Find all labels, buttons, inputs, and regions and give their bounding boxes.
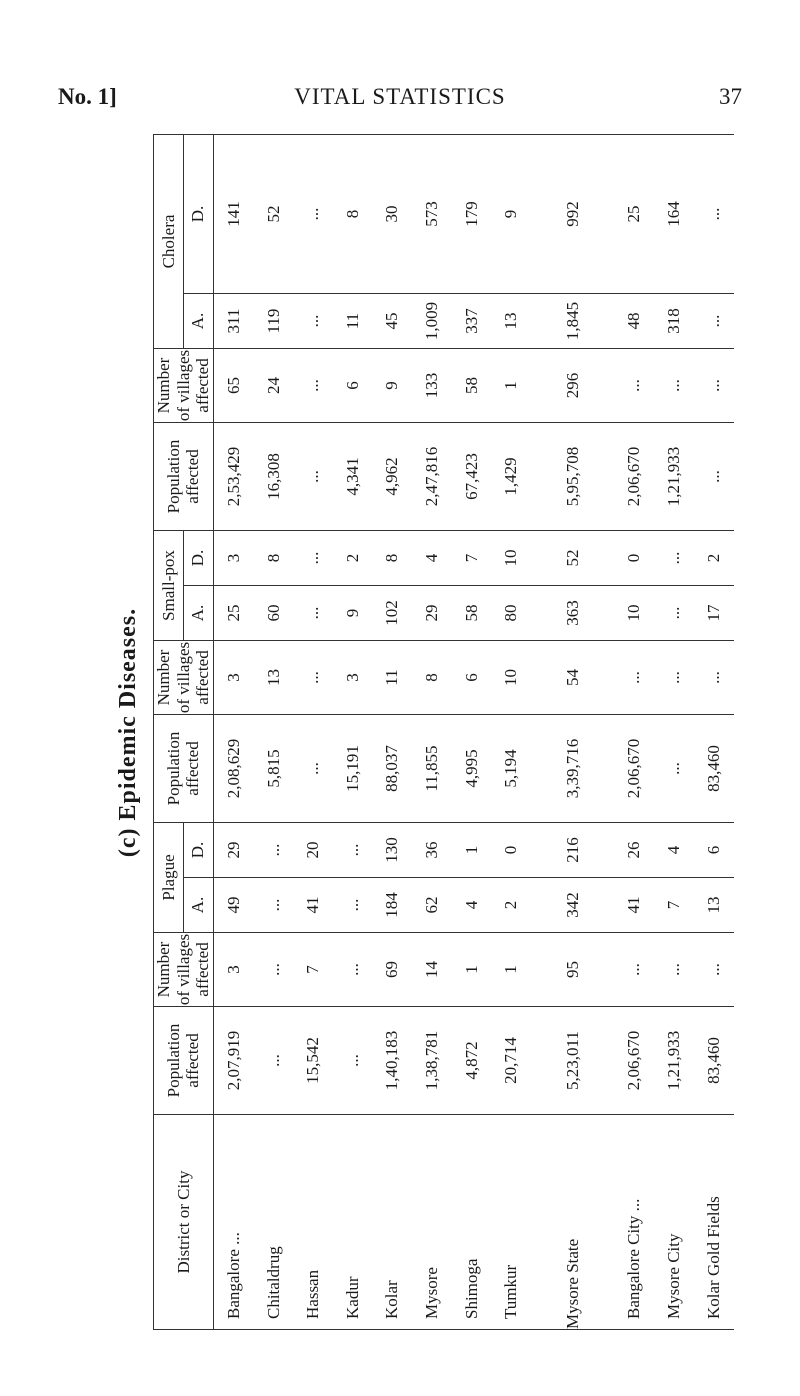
smallpox-population-header: Population affected [154, 715, 214, 823]
plague-population-cell: ... [333, 1007, 373, 1115]
cholera-deaths-cell: 8 [333, 134, 373, 293]
plague-attacks-cell: ... [333, 878, 373, 933]
plague-attacks-cell: 4 [452, 878, 492, 933]
table-row [213, 134, 254, 1329]
plague-villages-cell: 1 [492, 933, 532, 1007]
cholera-attacks-cell: ... [694, 294, 734, 349]
plague-population-cell: ... [254, 1007, 294, 1115]
smallpox-villages-cell: 13 [254, 641, 294, 715]
plague-villages-cell: ... [694, 933, 734, 1007]
smallpox-villages-cell: 6 [452, 641, 492, 715]
table-row [452, 134, 492, 1329]
table-wrapper [153, 135, 723, 1330]
cholera-villages-cell: 24 [254, 349, 294, 423]
plague-attacks-cell: ... [254, 878, 294, 933]
cholera-villages-cell: ... [615, 349, 655, 423]
header-row-groups [154, 134, 184, 1329]
smallpox-attacks-cell: 60 [254, 586, 294, 641]
smallpox-attacks-cell: 9 [333, 586, 373, 641]
cholera-group-header: Cholera [154, 134, 184, 348]
plague-population-cell: 83,460 [694, 1007, 734, 1115]
epidemic-diseases-table [153, 134, 734, 1330]
smallpox-population-cell: 11,855 [412, 715, 452, 823]
plague-villages-cell: ... [615, 933, 655, 1007]
smallpox-attacks-cell: 58 [452, 586, 492, 641]
smallpox-attacks-cell: 102 [373, 586, 413, 641]
cholera-deaths-cell: 52 [254, 134, 294, 293]
smallpox-deaths-cell: 2 [694, 531, 734, 586]
table-row [254, 134, 294, 1329]
plague-deaths-cell: 130 [373, 823, 413, 878]
smallpox-population-cell: 88,037 [373, 715, 413, 823]
table-body [213, 134, 733, 1329]
plague-deaths-cell: 1 [452, 823, 492, 878]
smallpox-deaths-cell: 0 [615, 531, 655, 586]
smallpox-deaths-header: D. [183, 531, 213, 586]
cholera-population-cell: 67,423 [452, 423, 492, 531]
district-name-cell: Chitaldrug [254, 1115, 294, 1330]
cholera-villages-cell: 65 [213, 349, 254, 423]
cholera-attacks-cell: 119 [254, 294, 294, 349]
district-name-cell: Hassan [293, 1115, 333, 1330]
smallpox-villages-cell: ... [293, 641, 333, 715]
plague-villages-cell: 7 [293, 933, 333, 1007]
smallpox-villages-cell: 10 [492, 641, 532, 715]
smallpox-deaths-cell: ... [654, 531, 694, 586]
cholera-population-cell: 1,21,933 [654, 423, 694, 531]
smallpox-villages-cell: 8 [412, 641, 452, 715]
cholera-deaths-cell: 25 [615, 134, 655, 293]
smallpox-group-header: Small-pox [154, 531, 184, 641]
plague-villages-cell: 1 [452, 933, 492, 1007]
city-row [654, 134, 694, 1329]
cholera-attacks-cell: 337 [452, 294, 492, 349]
smallpox-villages-header: Number of villages affected [154, 641, 213, 714]
plague-population-cell: 1,38,781 [412, 1007, 452, 1115]
district-name-cell: Kolar Gold Fields [694, 1115, 734, 1330]
smallpox-villages-cell: ... [654, 641, 694, 715]
cholera-attacks-cell: 311 [213, 294, 254, 349]
cholera-population-cell: 16,308 [254, 423, 294, 531]
district-name-cell: Bangalore ... [213, 1115, 254, 1330]
smallpox-deaths-cell: 7 [452, 531, 492, 586]
plague-deaths-cell: 4 [654, 823, 694, 878]
cholera-villages-cell: ... [694, 349, 734, 423]
plague-villages-header: Number of villages affected [154, 933, 213, 1006]
cholera-attacks-cell: 1,009 [412, 294, 452, 349]
plague-villages-cell: 3 [213, 933, 254, 1007]
plague-attacks-cell: 342 [541, 878, 604, 933]
smallpox-population-cell: ... [293, 715, 333, 823]
plague-attacks-cell: 184 [373, 878, 413, 933]
plague-villages-cell: 95 [541, 933, 604, 1007]
cholera-villages-cell: 1 [492, 349, 532, 423]
smallpox-villages-cell: ... [694, 641, 734, 715]
smallpox-deaths-cell: 4 [412, 531, 452, 586]
cholera-villages-cell: 6 [333, 349, 373, 423]
plague-attacks-cell: 41 [615, 878, 655, 933]
plague-villages-cell: 14 [412, 933, 452, 1007]
city-row [694, 134, 734, 1329]
table-row [412, 134, 452, 1329]
cholera-attacks-cell: 48 [615, 294, 655, 349]
cholera-attacks-cell: 11 [333, 294, 373, 349]
header-issue-number: No. 1] [58, 84, 117, 109]
plague-attacks-cell: 41 [293, 878, 333, 933]
cholera-attacks-cell: 13 [492, 294, 532, 349]
smallpox-attacks-cell: 10 [615, 586, 655, 641]
plague-attacks-cell: 13 [694, 878, 734, 933]
plague-villages-cell: 69 [373, 933, 413, 1007]
spacer-row [605, 134, 615, 1329]
plague-deaths-cell: ... [333, 823, 373, 878]
cholera-population-cell: 5,95,708 [541, 423, 604, 531]
cholera-deaths-cell: 141 [213, 134, 254, 293]
smallpox-villages-cell: ... [615, 641, 655, 715]
plague-attacks-cell: 2 [492, 878, 532, 933]
smallpox-population-cell: 5,194 [492, 715, 532, 823]
header-title: VITAL STATISTICS [294, 84, 506, 109]
plague-deaths-cell: 20 [293, 823, 333, 878]
cholera-population-cell: 2,06,670 [615, 423, 655, 531]
plague-deaths-cell: 6 [694, 823, 734, 878]
smallpox-population-cell: 3,39,716 [541, 715, 604, 823]
cholera-villages-cell: ... [654, 349, 694, 423]
smallpox-villages-cell: 54 [541, 641, 604, 715]
cholera-villages-cell: 9 [373, 349, 413, 423]
city-row [615, 134, 655, 1329]
table-row [373, 134, 413, 1329]
cholera-attacks-header: A. [183, 294, 213, 349]
smallpox-attacks-cell: 80 [492, 586, 532, 641]
plague-population-cell: 4,872 [452, 1007, 492, 1115]
plague-villages-cell: ... [654, 933, 694, 1007]
smallpox-deaths-cell: 2 [333, 531, 373, 586]
plague-deaths-cell: 29 [213, 823, 254, 878]
smallpox-population-cell: 2,08,629 [213, 715, 254, 823]
cholera-deaths-header: D. [183, 134, 213, 293]
plague-deaths-cell: 26 [615, 823, 655, 878]
cholera-villages-cell: ... [293, 349, 333, 423]
smallpox-villages-cell: 11 [373, 641, 413, 715]
smallpox-population-cell: 2,06,670 [615, 715, 655, 823]
smallpox-deaths-cell: 8 [373, 531, 413, 586]
smallpox-deaths-cell: 3 [213, 531, 254, 586]
plague-deaths-cell: 216 [541, 823, 604, 878]
cholera-population-cell: 2,47,816 [412, 423, 452, 531]
district-name-cell: Tumkur [492, 1115, 532, 1330]
district-name-cell: Shimoga [452, 1115, 492, 1330]
district-name-cell: Bangalore City ... [615, 1115, 655, 1330]
table-row [333, 134, 373, 1329]
cholera-deaths-cell: 179 [452, 134, 492, 293]
smallpox-attacks-cell: ... [654, 586, 694, 641]
cholera-attacks-cell: 45 [373, 294, 413, 349]
cholera-deaths-cell: 30 [373, 134, 413, 293]
cholera-deaths-cell: 164 [654, 134, 694, 293]
plague-attacks-cell: 7 [654, 878, 694, 933]
page-number: 37 [719, 84, 742, 109]
cholera-population-cell: 4,341 [333, 423, 373, 531]
plague-villages-cell: ... [254, 933, 294, 1007]
district-name-cell: Kadur [333, 1115, 373, 1330]
cholera-attacks-cell: 1,845 [541, 294, 604, 349]
district-name-cell: Mysore City [654, 1115, 694, 1330]
plague-attacks-cell: 49 [213, 878, 254, 933]
cholera-villages-cell: 58 [452, 349, 492, 423]
rotated-table-block [95, 135, 723, 1330]
cholera-population-header: Population affected [154, 423, 214, 531]
smallpox-attacks-cell: ... [293, 586, 333, 641]
cholera-deaths-cell: ... [293, 134, 333, 293]
cholera-deaths-cell: 992 [541, 134, 604, 293]
plague-population-header: Population affected [154, 1007, 214, 1115]
cholera-attacks-cell: 318 [654, 294, 694, 349]
plague-population-cell: 1,21,933 [654, 1007, 694, 1115]
district-name-cell: Mysore [412, 1115, 452, 1330]
cholera-villages-header: Number of villages affected [154, 349, 213, 422]
plague-population-cell: 2,06,670 [615, 1007, 655, 1115]
section-title: (c) Epidemic Diseases. [115, 607, 141, 858]
smallpox-villages-cell: 3 [333, 641, 373, 715]
smallpox-deaths-cell: ... [293, 531, 333, 586]
district-column-header: District or City [154, 1115, 214, 1330]
plague-population-cell: 1,40,183 [373, 1007, 413, 1115]
cholera-deaths-cell: 9 [492, 134, 532, 293]
plague-deaths-cell: 36 [412, 823, 452, 878]
district-name-cell: Mysore State [541, 1115, 604, 1330]
plague-attacks-cell: 62 [412, 878, 452, 933]
plague-villages-cell: ... [333, 933, 373, 1007]
plague-population-cell: 15,542 [293, 1007, 333, 1115]
cholera-population-cell: 1,429 [492, 423, 532, 531]
plague-population-cell: 20,714 [492, 1007, 532, 1115]
cholera-population-cell: 2,53,429 [213, 423, 254, 531]
cholera-deaths-cell: 573 [412, 134, 452, 293]
cholera-deaths-cell: ... [694, 134, 734, 293]
smallpox-deaths-cell: 8 [254, 531, 294, 586]
smallpox-villages-cell: 3 [213, 641, 254, 715]
plague-group-header: Plague [154, 823, 184, 933]
table-row [492, 134, 532, 1329]
smallpox-population-cell: 83,460 [694, 715, 734, 823]
smallpox-population-cell: 5,815 [254, 715, 294, 823]
spacer-row [531, 134, 541, 1329]
cholera-villages-cell: 296 [541, 349, 604, 423]
plague-population-cell: 2,07,919 [213, 1007, 254, 1115]
cholera-population-cell: ... [293, 423, 333, 531]
cholera-population-cell: 4,962 [373, 423, 413, 531]
smallpox-attacks-cell: 363 [541, 586, 604, 641]
plague-population-cell: 5,23,011 [541, 1007, 604, 1115]
cholera-attacks-cell: ... [293, 294, 333, 349]
smallpox-population-cell: ... [654, 715, 694, 823]
plague-deaths-cell: ... [254, 823, 294, 878]
smallpox-attacks-cell: 29 [412, 586, 452, 641]
smallpox-population-cell: 4,995 [452, 715, 492, 823]
table-row [293, 134, 333, 1329]
cholera-population-cell: ... [694, 423, 734, 531]
smallpox-attacks-header: A. [183, 586, 213, 641]
smallpox-attacks-cell: 17 [694, 586, 734, 641]
cholera-villages-cell: 133 [412, 349, 452, 423]
smallpox-attacks-cell: 25 [213, 586, 254, 641]
smallpox-deaths-cell: 10 [492, 531, 532, 586]
plague-attacks-header: A. [183, 878, 213, 933]
smallpox-deaths-cell: 52 [541, 531, 604, 586]
plague-deaths-cell: 0 [492, 823, 532, 878]
plague-deaths-header: D. [183, 823, 213, 878]
smallpox-population-cell: 15,191 [333, 715, 373, 823]
state-total-row [541, 134, 604, 1329]
district-name-cell: Kolar [373, 1115, 413, 1330]
